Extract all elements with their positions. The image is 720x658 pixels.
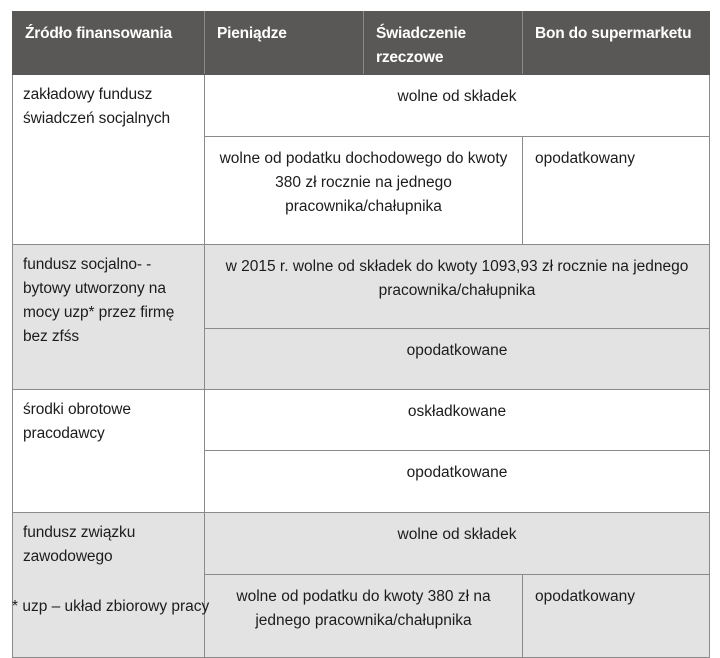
money-goods-cell: wolne od podatku dochodowego do kwoty 380 zł rocznie na jednego pracownika/chałupnika (205, 137, 523, 245)
source-cell: fundusz związku zawodowego (13, 513, 205, 658)
header-source: Źródło finansowania (13, 12, 205, 75)
table-row (13, 245, 710, 329)
header-voucher: Bon do supermarketu (523, 12, 710, 75)
merged-cell: w 2015 r. wolne od składek do kwoty 1093,93 zł rocznie na jednego pracownika/chałupnika (205, 245, 710, 329)
source-cell: fundusz socjalno- -bytowy utworzony na mocy uzp* przez firmę bez zfśs (13, 245, 205, 390)
merged-cell: oskładkowane (205, 390, 710, 451)
header-goods: Świadczenie rzeczowe (364, 12, 523, 75)
header-money: Pieniądze (205, 12, 364, 75)
source-cell: środki obrotowe pracodawcy (13, 390, 205, 513)
money-goods-cell: wolne od podatku do kwoty 380 zł na jednego pracownika/chałupnika (205, 575, 523, 658)
table-row (13, 513, 710, 575)
merged-cell: wolne od składek (205, 75, 710, 137)
voucher-cell: opodatkowany (523, 575, 710, 658)
merged-cell: opodatkowane (205, 451, 710, 513)
table-row (13, 390, 710, 451)
source-cell: zakładowy fundusz świadczeń socjalnych (13, 75, 205, 245)
table-row (13, 75, 710, 137)
financing-table (12, 11, 710, 658)
merged-cell: wolne od składek (205, 513, 710, 575)
merged-cell: opodatkowane (205, 329, 710, 390)
header-row (13, 12, 710, 75)
footnote: * uzp – układ zbiorowy pracy (12, 598, 210, 615)
voucher-cell: opodatkowany (523, 137, 710, 245)
